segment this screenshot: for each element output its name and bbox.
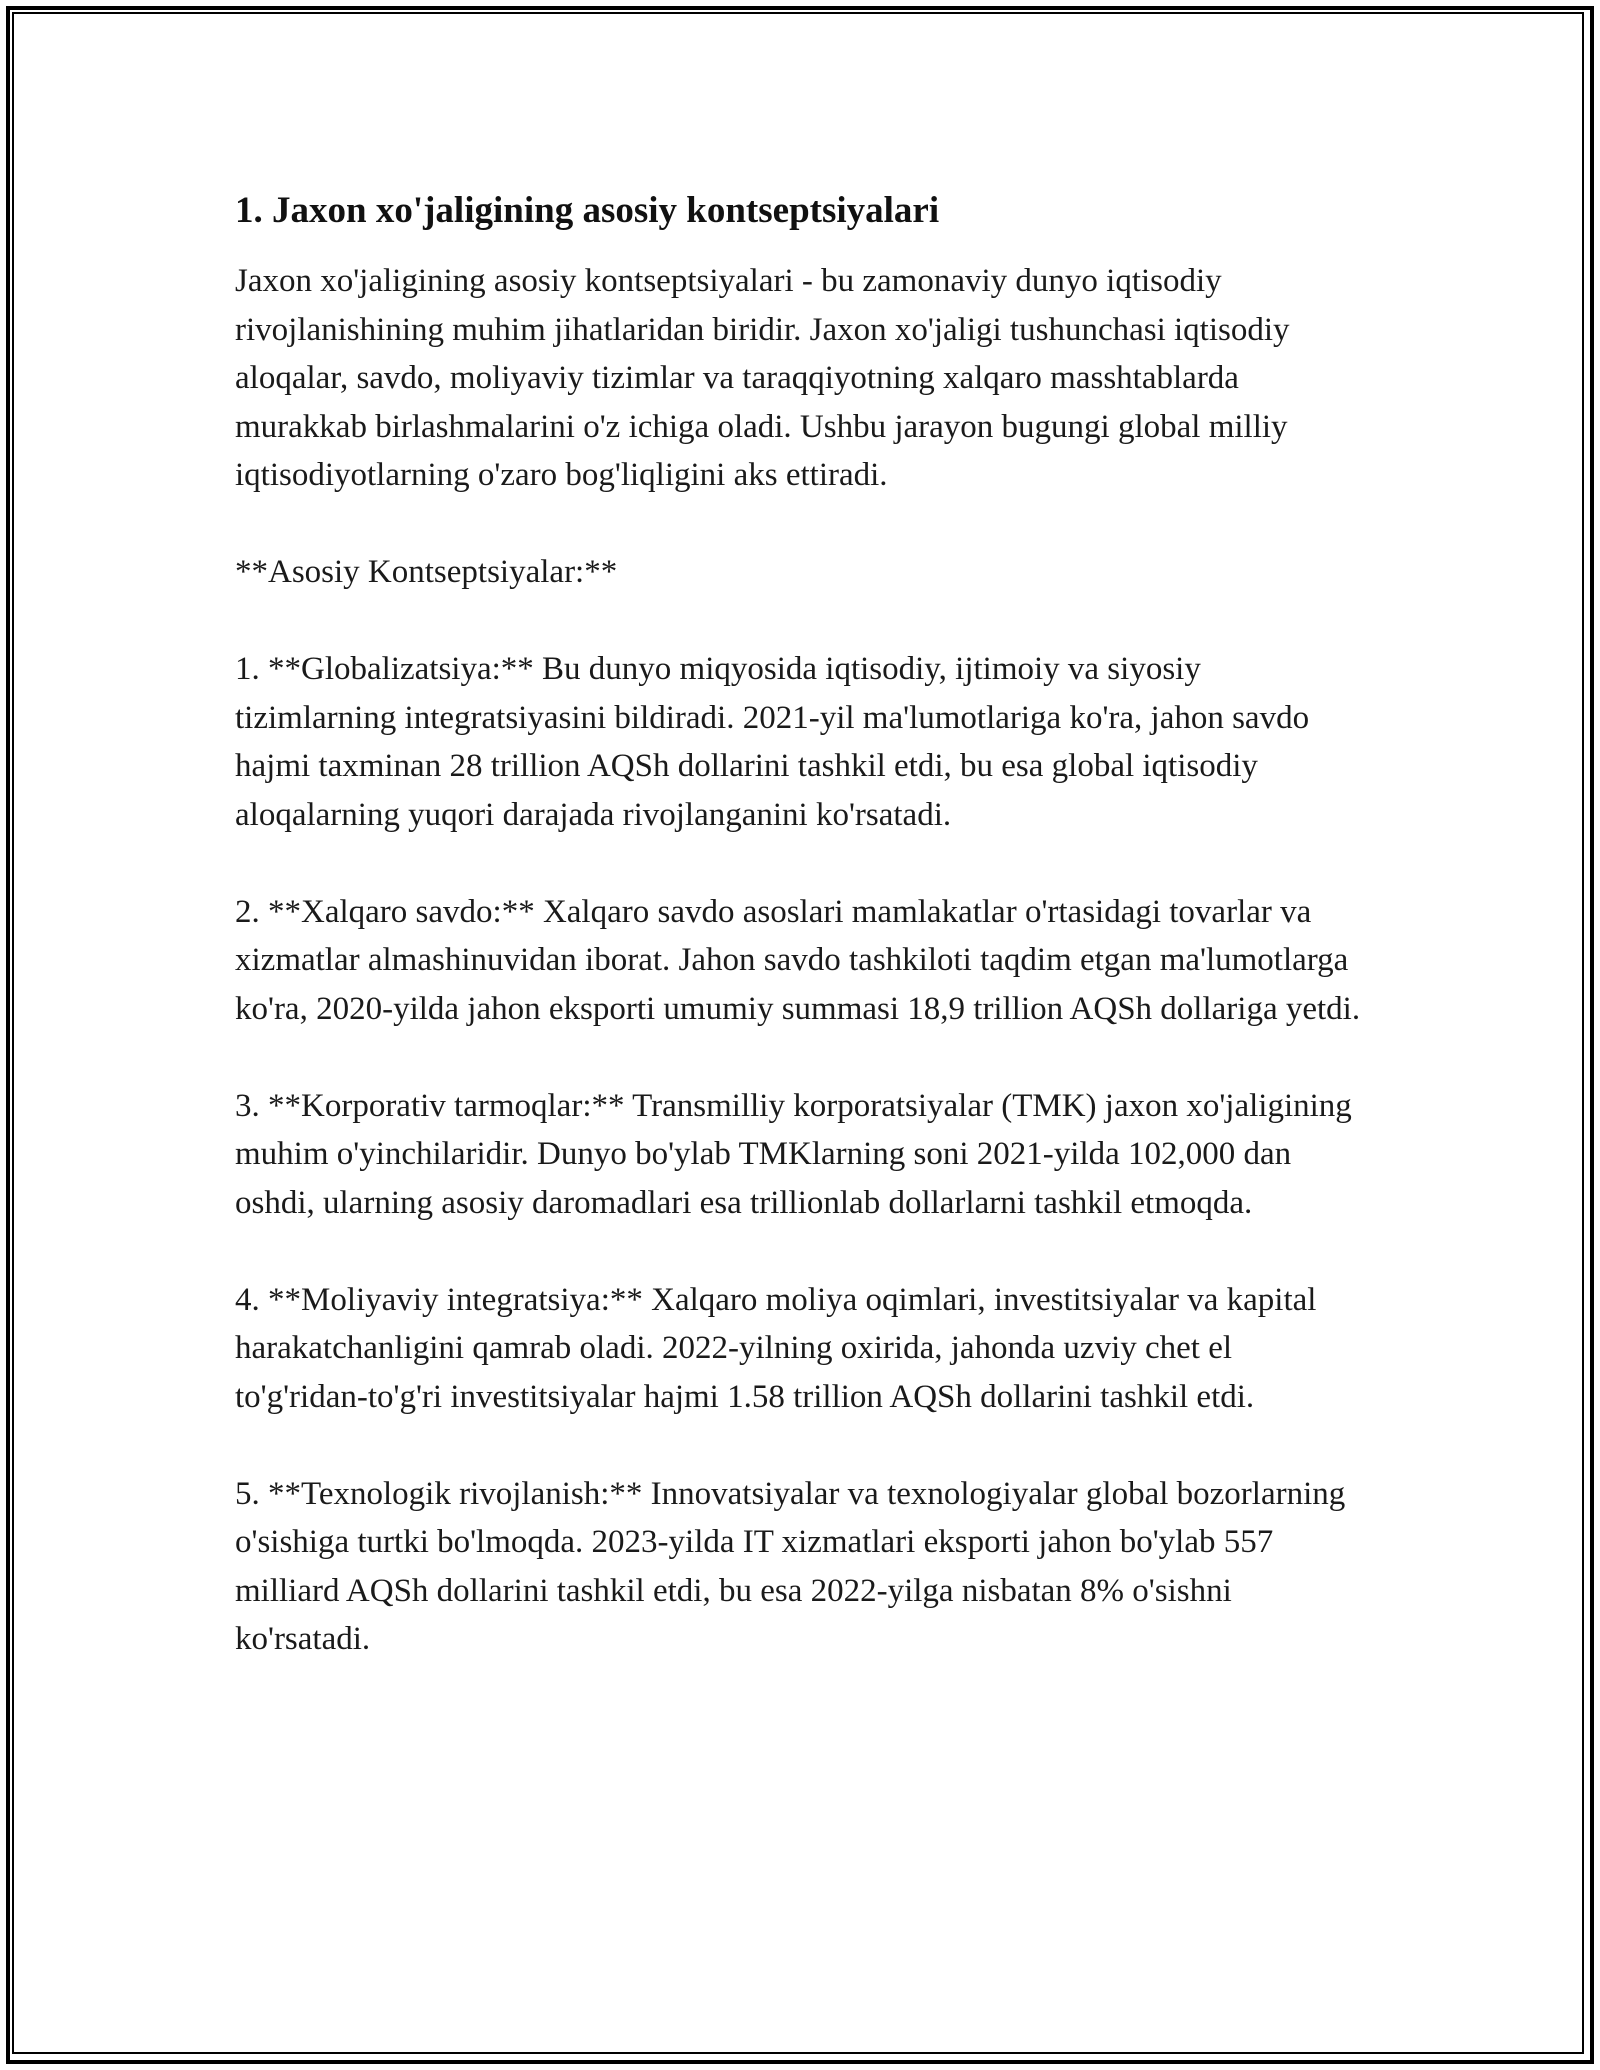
- paragraph-spacer: [235, 1033, 1365, 1082]
- document-body: [235, 186, 1365, 1664]
- list-item-international-trade: 2. **Xalqaro savdo:** Xalqaro savdo asoslari mamlakatlar o'rtasidagi tovarlar va xizmatlar almashinuvidan iborat. Jahon savdo tashkiloti taqdim etgan ma'lumotlarga ko'ra, 2020-yilda jahon eksporti umumiy summasi 18,9 trillion AQSh dollariga yetdi.: [235, 893, 1361, 1027]
- section-subheading: **Asosiy Kontseptsiyalar:**: [235, 554, 618, 590]
- list-item-technological-development: 5. **Texnologik rivojlanish:** Innovatsiyalar va texnologiyalar global bozorlarning o'sishiga turtki bo'lmoqda. 2023-yilda IT xizmatlari eksporti jahon bo'ylab 557 milliard AQSh dollarini tashkil etdi, bu esa 2022-yilga nisbatan 8% o'sishni ko'rsatadi.: [235, 1475, 1346, 1657]
- paragraph-spacer: [235, 1227, 1365, 1276]
- paragraph-spacer: [235, 1421, 1365, 1470]
- paragraph-spacer: [235, 839, 1365, 888]
- list-item-corporate-networks: 3. **Korporativ tarmoqlar:** Transmilliy korporatsiyalar (TMK) jaxon xo'jaligining muhim o'yinchilaridir. Dunyo bo'ylab TMKlarning soni 2021-yilda 102,000 dan oshdi, ularning asosiy daromadlari esa trillionlab dollarlarni tashkil etmoqda.: [235, 1087, 1352, 1221]
- list-item-financial-integration: 4. **Moliyaviy integratsiya:** Xalqaro moliya oqimlari, investitsiyalar va kapital harakatchanligini qamrab oladi. 2022-yilning oxirida, jahonda uzviy chet el to'g'ridan-to'g'ri investitsiyalar hajmi 1.58 trillion AQSh dollarini tashkil etdi.: [235, 1281, 1317, 1415]
- list-item-globalization: 1. **Globalizatsiya:** Bu dunyo miqyosida iqtisodiy, ijtimoiy va siyosiy tizimlarning integratsiyasini bildiradi. 2021-yil ma'lumotlariga ko'ra, jahon savdo hajmi taxminan 28 trillion AQSh dollarini tashkil etdi, bu esa global iqtisodiy aloqalarning yuqori darajada rivojlanganini ko'rsatadi.: [235, 651, 1310, 833]
- intro-paragraph: Jaxon xo'jaligining asosiy kontseptsiyalari - bu zamonaviy dunyo iqtisodiy rivojlanishining muhim jihatlaridan biridir. Jaxon xo'jaligi tushunchasi iqtisodiy aloqalar, savdo, moliyaviy tizimlar va taraqqiyotning xalqaro masshtablarda murakkab birlashmalarini o'z ichiga oladi. Ushbu jarayon bugungi global milliy iqtisodiyotlarning o'zaro bog'liqligini aks ettiradi.: [235, 263, 1290, 493]
- paragraph-spacer: [235, 597, 1365, 646]
- paragraph-spacer: [235, 500, 1365, 549]
- document-title: 1. Jaxon xo'jaligining asosiy kontseptsiyalari: [235, 190, 940, 231]
